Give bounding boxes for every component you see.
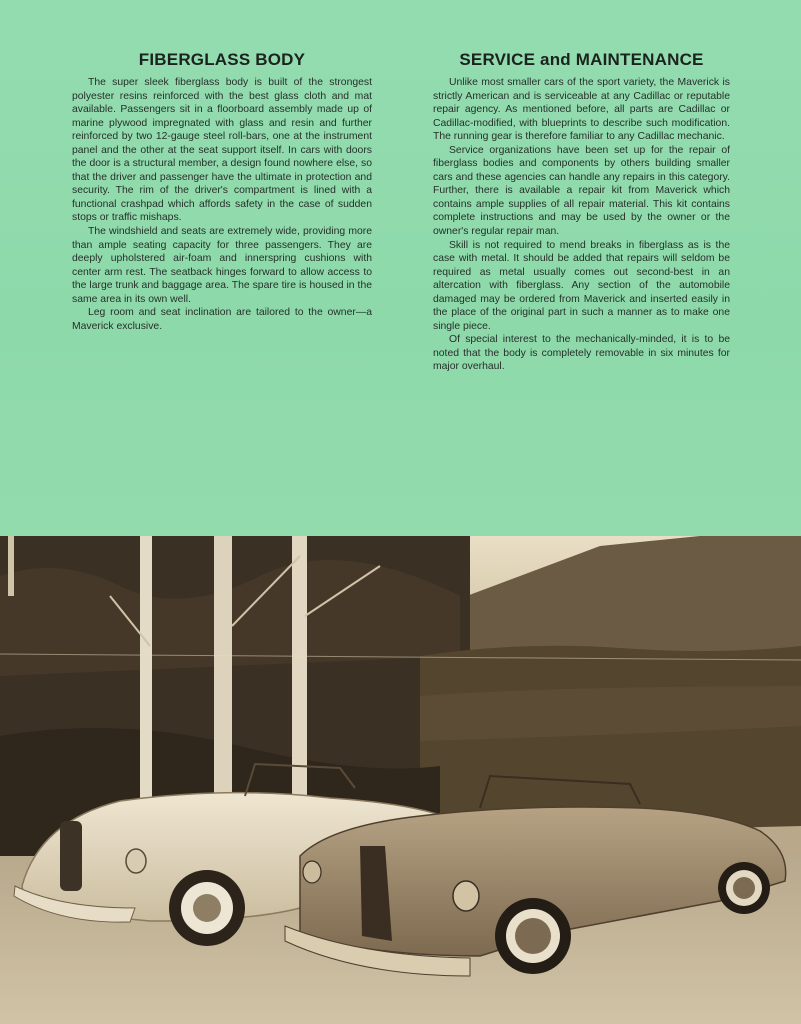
body-paragraph: The super sleek fiberglass body is built of the strongest polyester resins reinforced with the best glass cloth and mat available. Passengers sit in a floorboard assembly made up of marine plywood impregnated with glass and resin and further reinforced by two 12-gauge steel roll-bars, one at the instrument panel and the other at the seat support itself. In cars with doors the door is a structural member, a design found nowhere else, so that the driver and passenger have the ultimate in protection and security. The rim of the driver's compartment is lined with a functional crashpad which affords safety in the case of sudden stops or traffic mishaps.	[72, 77, 372, 224]
birch-tree	[292, 536, 307, 796]
birch-tree	[140, 536, 152, 806]
body-paragraph: Unlike most smaller cars of the sport variety, the Maverick is strictly American and is serviceable at any Cadillac or reputable repair agency. As mentioned before, all parts are Cadillac or Cadillac-modified, with blueprints to describe such modification. The running gear is therefore familiar to any Cadillac mechanic.	[433, 77, 730, 143]
section-heading: FIBERGLASS BODY	[138, 50, 306, 69]
body-paragraph: Of special interest to the mechanically-minded, it is to be noted that the body is completely removable in six minutes for major overhaul.	[433, 334, 730, 373]
body-paragraph: Service organizations have been set up for the repair of fiberglass bodies and components by others building smaller cars and these agencies can handle any repairs in this category. Further, there is available a repair kit from Maverick which contains ample supplies of all repair material. This kit contains complete instructions and may be used by the owner or the owner's regular repair man.	[433, 144, 730, 238]
body-paragraph: The windshield and seats are extremely wide, providing more than ample seating capacity for three passengers. They are deeply upholstered air-foam and innerspring cushions with center arm rest. The seatback hinges forward to allow access to the large trunk and baggage area. The spare tire is housed in the same area in its own well.	[72, 226, 372, 305]
service-maintenance-section	[433, 50, 730, 374]
cars-photograph	[0, 536, 801, 1024]
body-paragraph: Leg room and seat inclination are tailored to the owner—a Maverick exclusive.	[72, 307, 372, 332]
sepia-photo-illustration	[0, 536, 801, 1024]
birch-tree	[214, 536, 232, 801]
section-heading: SERVICE and MAINTENANCE	[459, 50, 704, 69]
fiberglass-body-section	[72, 50, 372, 333]
body-paragraph: Skill is not required to mend breaks in fiberglass as is the case with metal. It should be added that repairs will seldom be required as metal usually comes out second-best in an altercation with fiberglass. Any section of the automobile damaged may be ordered from Maverick and inserted easily in the place of the original part in such a manner as to make one single piece.	[433, 239, 730, 332]
